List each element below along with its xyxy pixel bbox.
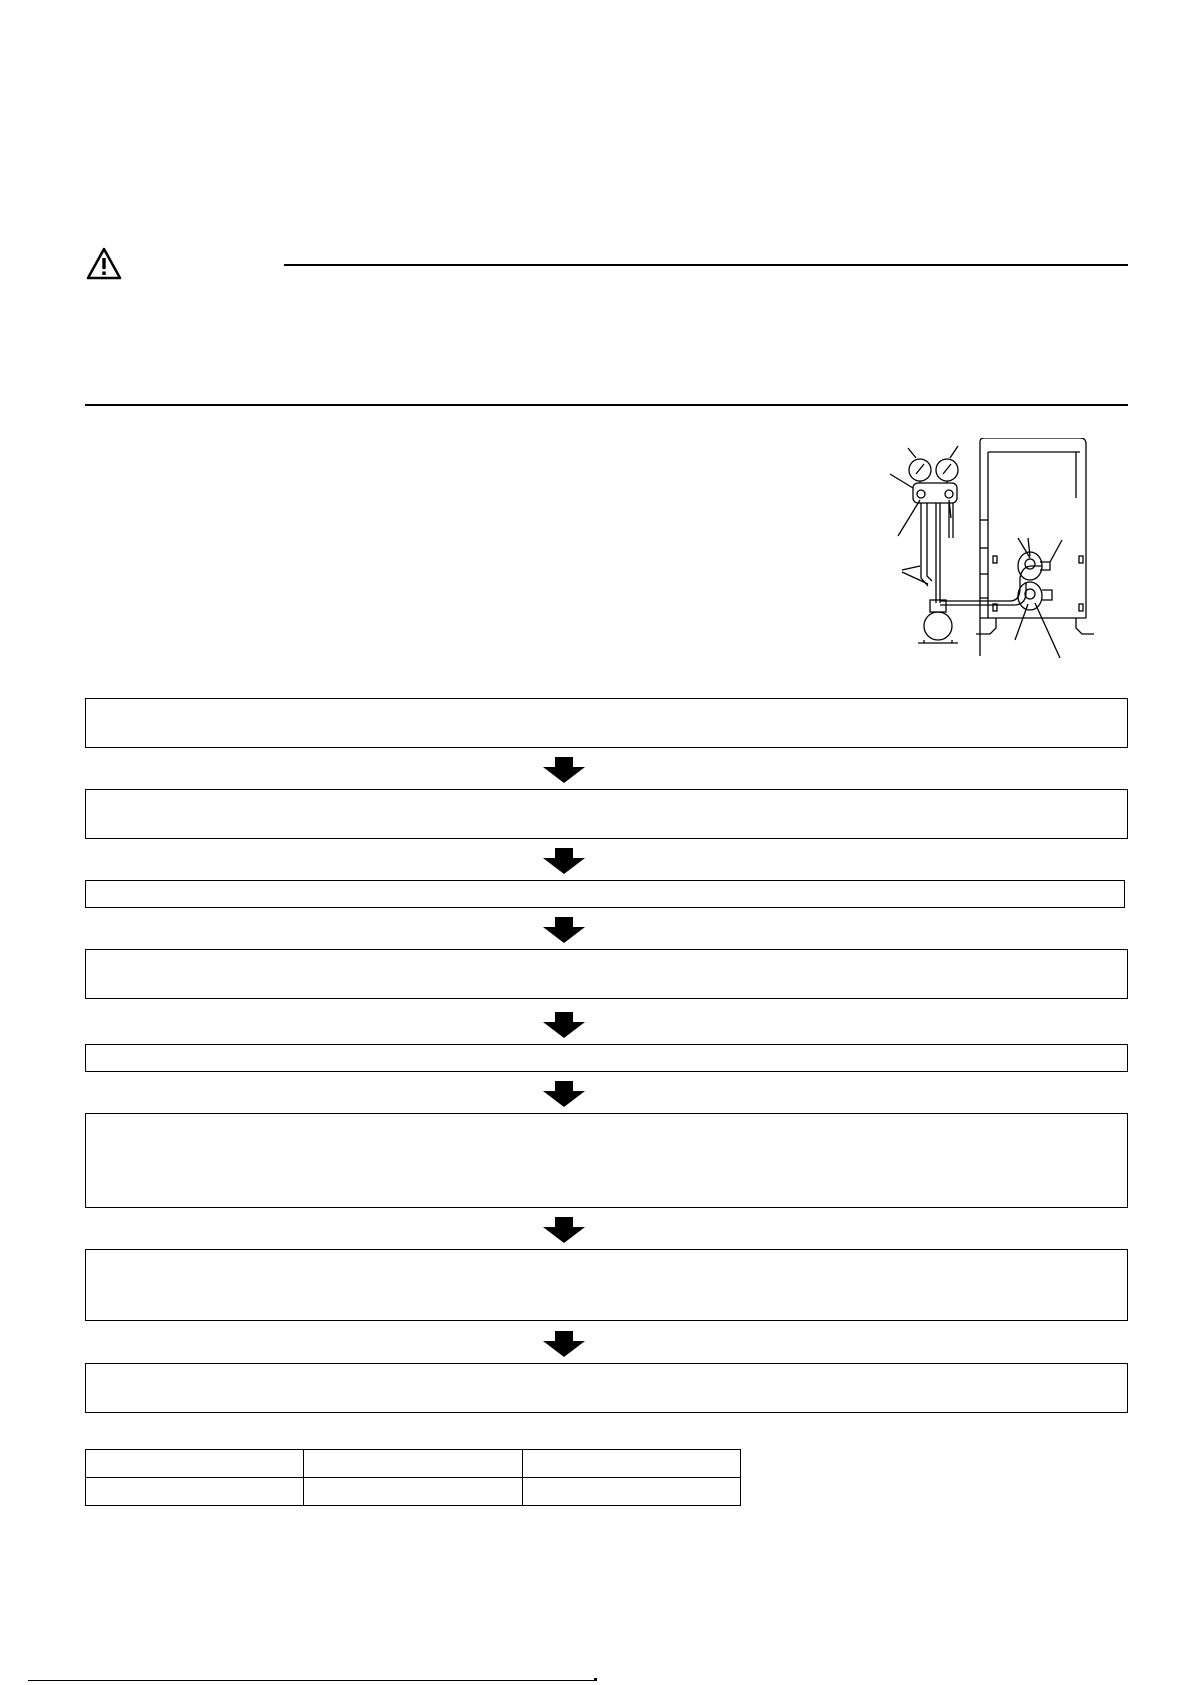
down-arrow-icon [543,1331,585,1357]
down-arrow-icon [543,1012,585,1038]
step-box [85,949,1128,999]
footer-rule [28,1680,594,1681]
step-box [85,1044,1128,1072]
table-cell [304,1478,522,1506]
footer-mark [594,1678,597,1681]
spec-table [85,1449,741,1506]
table-cell [522,1450,740,1478]
step-box [85,789,1128,839]
step-box [85,1113,1128,1208]
step-box [85,880,1125,908]
caution-footer-rule [85,404,1128,406]
table-cell [522,1478,740,1506]
table-row [86,1450,741,1478]
caution-header-rule [284,264,1128,266]
step-box [85,698,1128,748]
down-arrow-icon [543,848,585,874]
down-arrow-icon [543,757,585,783]
table-cell [86,1450,304,1478]
table-row [86,1478,741,1506]
table-cell [86,1478,304,1506]
down-arrow-icon [543,1081,585,1107]
vacuum-pump-manifold-diagram [880,438,1142,668]
caution-triangle-icon [86,247,122,281]
table-cell [304,1450,522,1478]
down-arrow-icon [543,1217,585,1243]
step-box [85,1363,1128,1413]
step-box [85,1249,1128,1321]
down-arrow-icon [543,917,585,943]
